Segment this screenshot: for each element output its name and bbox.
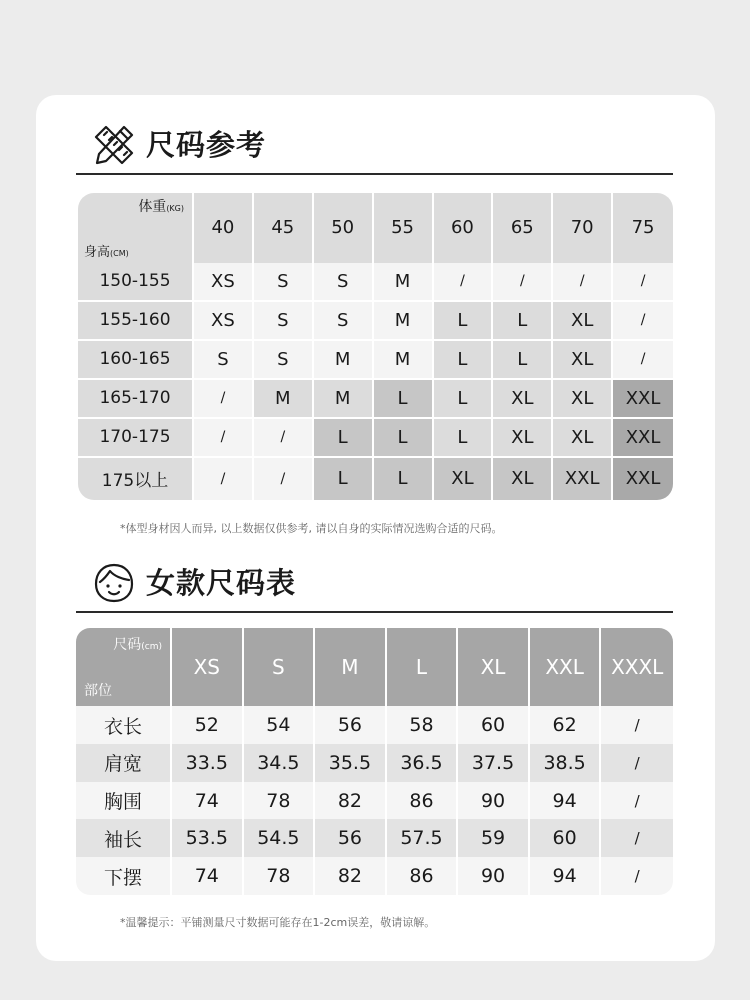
table-row [78, 302, 673, 341]
weight-header-cell: 65 [493, 193, 553, 263]
size-cell: / [254, 458, 314, 500]
size-cell: L [434, 380, 494, 419]
ruler-pencil-icon [92, 123, 136, 167]
measurement-cell: 56 [315, 706, 387, 744]
size-reference-table [78, 193, 673, 500]
size-cell: / [613, 263, 673, 302]
size-cell: L [434, 302, 494, 341]
size-header-cell: XL [458, 628, 530, 706]
size-cell: / [493, 263, 553, 302]
measurement-cell: 74 [172, 857, 244, 895]
divider [76, 173, 673, 175]
size-cell: / [553, 263, 613, 302]
size-reference-note: *体型身材因人而异, 以上数据仅供参考, 请以自身的实际情况选购合适的尺码。 [120, 522, 503, 535]
size-header-cell: XS [172, 628, 244, 706]
size-cell: L [434, 341, 494, 380]
section-title: 尺码参考 [146, 128, 267, 162]
size-cell: L [434, 419, 494, 458]
weight-header-cell: 60 [434, 193, 494, 263]
measurement-cell: / [601, 706, 673, 744]
measurement-cell: 94 [530, 782, 602, 820]
size-cell: / [194, 458, 254, 500]
measurement-cell: 60 [530, 819, 602, 857]
size-cell: M [314, 380, 374, 419]
size-cell: S [314, 302, 374, 341]
weight-header-cell: 50 [314, 193, 374, 263]
size-cell: M [374, 302, 434, 341]
size-cell: XL [434, 458, 494, 500]
size-header-cell: XXL [530, 628, 602, 706]
table-row [76, 782, 673, 820]
measurement-cell: 52 [172, 706, 244, 744]
size-cell: / [254, 419, 314, 458]
size-cell: M [254, 380, 314, 419]
body-part-cell: 衣长 [76, 706, 172, 744]
size-cell: / [434, 263, 494, 302]
size-cell: M [314, 341, 374, 380]
size-cell: L [314, 419, 374, 458]
size-cell: L [493, 302, 553, 341]
size-cell: XL [553, 341, 613, 380]
size-cell: / [613, 341, 673, 380]
height-range-cell: 170-175 [78, 419, 194, 458]
weight-header-cell: 40 [194, 193, 254, 263]
measurement-cell: 74 [172, 782, 244, 820]
table-row [76, 857, 673, 895]
table-corner: 尺码(cm) 部位 [76, 628, 172, 706]
size-cell: L [374, 380, 434, 419]
size-cell: XL [553, 419, 613, 458]
size-cell: S [254, 302, 314, 341]
size-cell: / [194, 380, 254, 419]
measurement-cell: / [601, 819, 673, 857]
size-header-cell: L [387, 628, 459, 706]
measurement-cell: 58 [387, 706, 459, 744]
measurement-cell: 82 [315, 782, 387, 820]
weight-header-cell: 45 [254, 193, 314, 263]
size-cell: L [314, 458, 374, 500]
measurement-cell: 78 [244, 857, 316, 895]
size-guide-card [36, 95, 715, 961]
size-cell: L [374, 458, 434, 500]
size-cell: XXL [613, 458, 673, 500]
weight-header-cell: 55 [374, 193, 434, 263]
size-cell: XL [493, 419, 553, 458]
table-row [78, 380, 673, 419]
measurement-cell: / [601, 782, 673, 820]
women-size-header [76, 553, 673, 613]
measurement-cell: 38.5 [530, 744, 602, 782]
body-part-cell: 袖长 [76, 819, 172, 857]
size-cell: L [493, 341, 553, 380]
size-cell: / [613, 302, 673, 341]
measurement-cell: 60 [458, 706, 530, 744]
size-cell: S [254, 341, 314, 380]
table-row [78, 341, 673, 380]
size-cell: S [314, 263, 374, 302]
women-size-table [76, 628, 673, 895]
measurement-cell: 35.5 [315, 744, 387, 782]
weight-header-cell: 75 [613, 193, 673, 263]
table-row [76, 744, 673, 782]
size-cell: / [194, 419, 254, 458]
size-cell: M [374, 341, 434, 380]
table-row [78, 458, 673, 500]
measurement-cell: / [601, 857, 673, 895]
size-cell: XS [194, 263, 254, 302]
size-cell: XS [194, 302, 254, 341]
size-cell: XXL [553, 458, 613, 500]
measurement-cell: 34.5 [244, 744, 316, 782]
table-corner: 体重(KG) 身高(CM) [78, 193, 194, 263]
measurement-cell: 56 [315, 819, 387, 857]
size-cell: S [194, 341, 254, 380]
body-part-cell: 肩宽 [76, 744, 172, 782]
size-cell: M [374, 263, 434, 302]
measurement-cell: 37.5 [458, 744, 530, 782]
table-row [76, 706, 673, 744]
measurement-cell: 90 [458, 857, 530, 895]
body-part-cell: 胸围 [76, 782, 172, 820]
measurement-cell: 86 [387, 857, 459, 895]
size-cell: XL [493, 380, 553, 419]
size-header-row [76, 628, 673, 706]
measurement-cell: 90 [458, 782, 530, 820]
size-cell: S [254, 263, 314, 302]
size-header-cell: XXXL [601, 628, 673, 706]
measurement-cell: 53.5 [172, 819, 244, 857]
table-row [78, 263, 673, 302]
measurement-cell: 59 [458, 819, 530, 857]
measurement-cell: 62 [530, 706, 602, 744]
height-range-cell: 150-155 [78, 263, 194, 302]
table-row [76, 819, 673, 857]
height-range-cell: 165-170 [78, 380, 194, 419]
measurement-cell: 54.5 [244, 819, 316, 857]
divider [76, 611, 673, 613]
table-row [78, 419, 673, 458]
body-part-cell: 下摆 [76, 857, 172, 895]
measurement-note: *温馨提示：平铺测量尺寸数据可能存在1-2cm误差，敬请谅解。 [120, 916, 436, 929]
size-cell: L [374, 419, 434, 458]
girl-face-icon [92, 561, 136, 605]
measurement-cell: 82 [315, 857, 387, 895]
height-range-cell: 160-165 [78, 341, 194, 380]
measurement-cell: 78 [244, 782, 316, 820]
size-header-cell: S [244, 628, 316, 706]
measurement-cell: 36.5 [387, 744, 459, 782]
size-header-cell: M [315, 628, 387, 706]
size-cell: XL [493, 458, 553, 500]
size-cell: XL [553, 302, 613, 341]
weight-header-cell: 70 [553, 193, 613, 263]
size-cell: XXL [613, 419, 673, 458]
weight-header-row [78, 193, 673, 263]
height-range-cell: 155-160 [78, 302, 194, 341]
measurement-cell: / [601, 744, 673, 782]
measurement-cell: 57.5 [387, 819, 459, 857]
measurement-cell: 86 [387, 782, 459, 820]
size-reference-header [76, 115, 673, 175]
measurement-cell: 54 [244, 706, 316, 744]
measurement-cell: 94 [530, 857, 602, 895]
size-cell: XXL [613, 380, 673, 419]
measurement-cell: 33.5 [172, 744, 244, 782]
section-title: 女款尺码表 [146, 566, 297, 600]
height-range-cell: 175以上 [78, 458, 194, 500]
size-cell: XL [553, 380, 613, 419]
